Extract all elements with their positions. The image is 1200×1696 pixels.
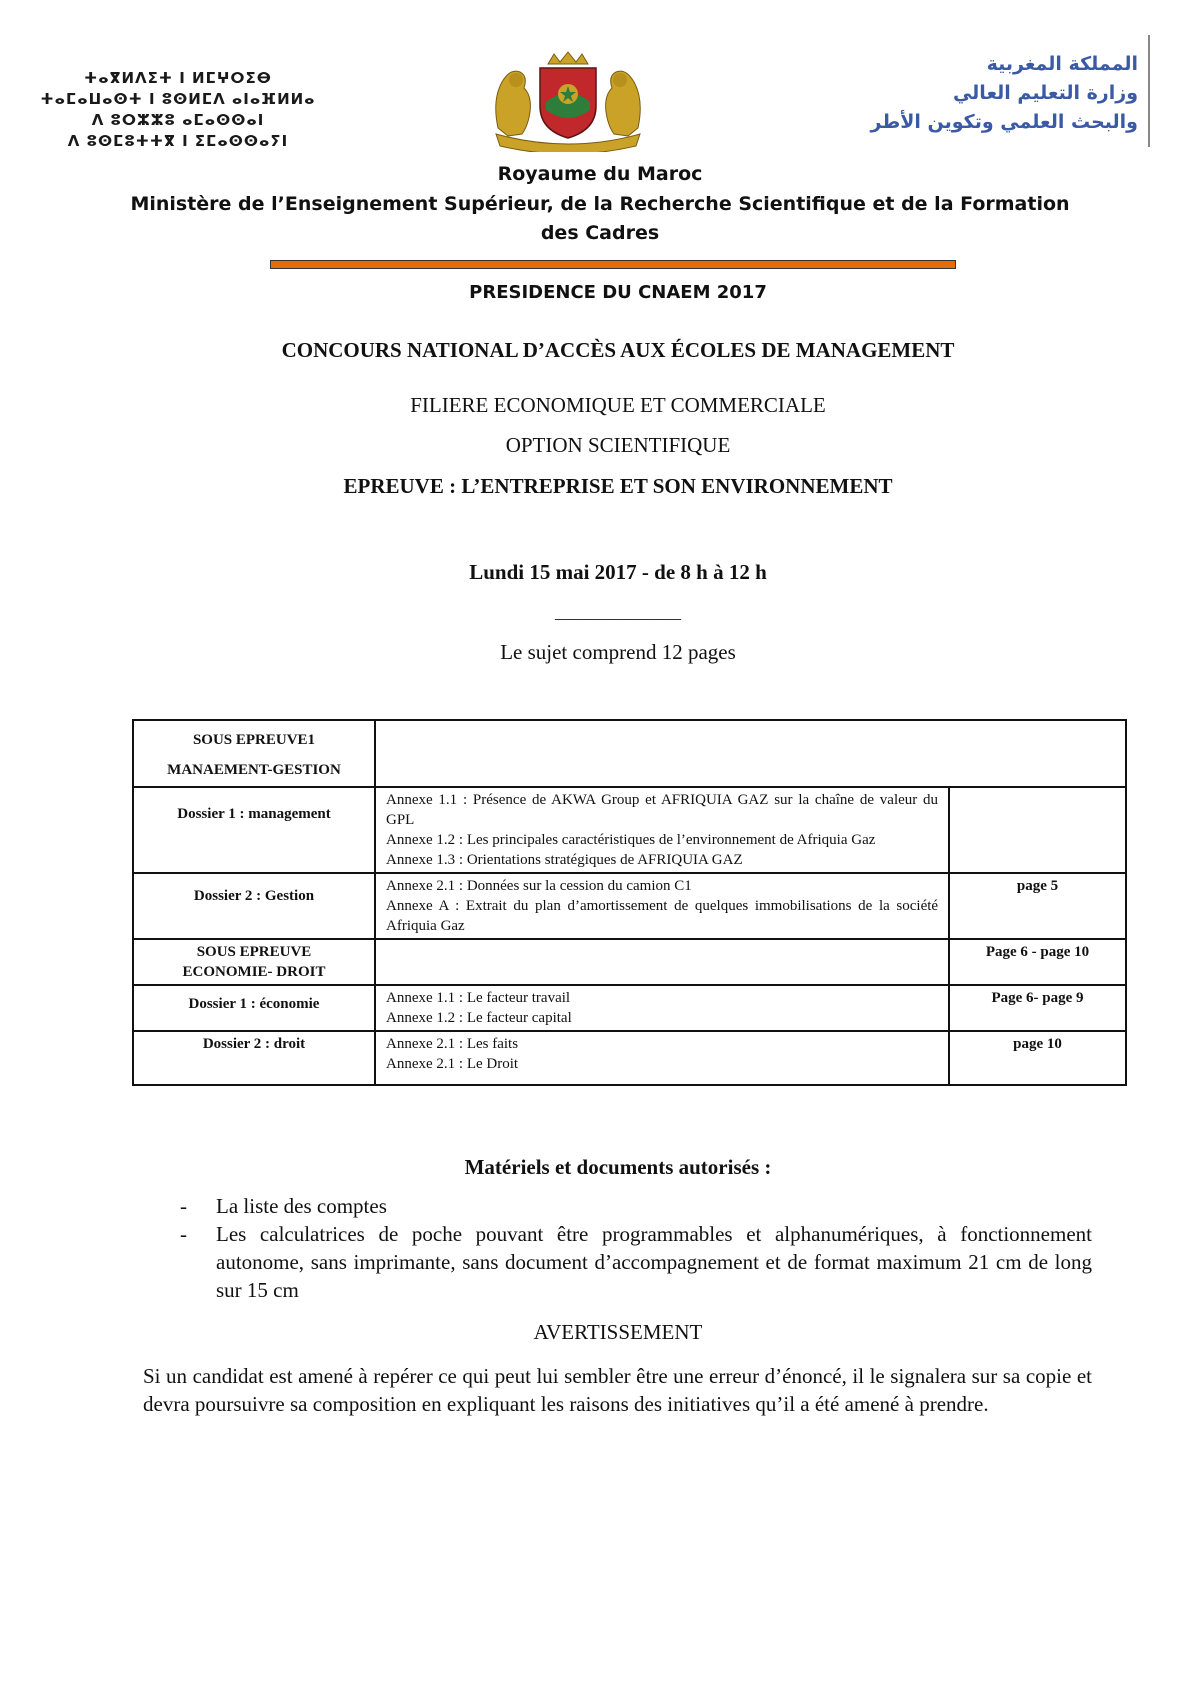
moroccan-coat-of-arms-emblem [488, 50, 648, 152]
exam-date: Lundi 15 mai 2017 - de 8 h à 12 h [469, 560, 767, 584]
dossier-cell [133, 985, 375, 1031]
orange-divider [270, 260, 956, 269]
annex-item: Annexe 1.2 : Le facteur capital [386, 1010, 572, 1026]
filiere-title: FILIERE ECONOMIQUE ET COMMERCIALE [410, 393, 826, 417]
materials-list [180, 1192, 1092, 1304]
pages-cell: Page 6 - page 10 [949, 939, 1126, 985]
annex-item: Annexe 1.2 : Les principales caractéristiques de l’environnement de Afriquia Gaz [386, 832, 876, 848]
tifinagh-line: ⴷ ⵓⵔⵣⵣⵓ ⴰⵎⴰⵙⵙⴰⵏ [91, 111, 265, 129]
arabic-line: المملكة المغربية [986, 53, 1138, 75]
exam-structure-table [132, 719, 1127, 1086]
kingdom-title: Royaume du Maroc [497, 163, 703, 185]
section-cell [133, 939, 375, 985]
ministry-title: Ministère de l’Enseignement Supérieur, de la Recherche Scientifique et de la Formation des Cadres [130, 193, 1070, 244]
dossier-label: Dossier 1 : économie [188, 996, 320, 1012]
annexes-cell [375, 1031, 949, 1085]
arabic-line: وزارة التعليم العالي [952, 82, 1138, 104]
list-item: - La liste des comptes [180, 1192, 1092, 1220]
separator-line: ——————— [555, 608, 681, 628]
annex-item: Annexe 1.1 : Présence de AKWA Group et AFRIQUIA GAZ sur la chaîne de valeur du GPL [386, 792, 939, 828]
annex-item: Annexe 2.1 : Les faits [386, 1036, 519, 1052]
page-count: Le sujet comprend 12 pages [500, 640, 736, 664]
table-row [133, 787, 1126, 873]
dossier-cell [133, 1031, 375, 1085]
annex-item: Annexe A : Extrait du plan d’amortissement de quelques immobilisations de la société Afriquia Gaz [386, 898, 939, 934]
table-row [133, 873, 1126, 939]
table-row [133, 1031, 1126, 1085]
annex-item: Annexe 2.1 : Le Droit [386, 1056, 519, 1072]
dossier-cell [133, 873, 375, 939]
section-label: MANAEMENT-GESTION [167, 762, 341, 778]
arabic-ministry-name [808, 50, 1138, 137]
annex-item: Annexe 1.1 : Le facteur travail [386, 990, 571, 1006]
warning-text: Si un candidat est amené à repérer ce qui peut lui sembler être une erreur d’énoncé, il le signalera sur sa copie et devra poursuivre sa composition en expliquant les raisons des initiatives qu’il a été amené à prendre. [143, 1364, 1092, 1416]
tifinagh-line: ⴷ ⵓⵙⵎⵓⵜⵜⴳ ⵏ ⵉⵎⴰⵙⵙⴰⵢⵏ [67, 132, 289, 150]
list-item: - Les calculatrices de poche pouvant être programmables et alphanumériques, à fonctionnement autonome, sans imprimante, sans document d’accompagnement et de format maximum 21 cm de long sur 15 cm [180, 1220, 1092, 1304]
section-cell [133, 720, 375, 787]
table-row [133, 720, 1126, 787]
pages-cell: Page 6- page 9 [949, 985, 1126, 1031]
annex-item: Annexe 2.1 : Données sur la cession du camion C1 [386, 878, 692, 894]
annexes-cell [375, 985, 949, 1031]
option-title: OPTION SCIENTIFIQUE [505, 433, 731, 457]
dossier-label: Dossier 2 : Gestion [193, 888, 315, 904]
tifinagh-line: ⵜⴰⵎⴰⵡⴰⵙⵜ ⵏ ⵓⵙⵍⵎⴷ ⴰⵏⴰⴼⵍⵍⴰ [40, 90, 316, 108]
section-label: SOUS EPREUVE [196, 944, 312, 960]
tifinagh-line: ⵜⴰⴳⵍⴷⵉⵜ ⵏ ⵍⵎⵖⵔⵉⴱ [84, 69, 272, 87]
empty-cell [375, 939, 949, 985]
table-row [133, 985, 1126, 1031]
materials-title: Matériels et documents autorisés : [464, 1155, 772, 1179]
section-label: ECONOMIE- DROIT [182, 964, 326, 980]
annexes-cell [375, 873, 949, 939]
empty-cell [375, 720, 1126, 787]
section-label: SOUS EPREUVE1 [192, 732, 316, 748]
dossier-label: Dossier 1 : management [177, 806, 331, 822]
concours-title: CONCOURS NATIONAL D’ACCÈS AUX ÉCOLES DE MANAGEMENT [281, 338, 955, 362]
presidence-title: PRESIDENCE DU CNAEM 2017 [469, 282, 767, 303]
tifinagh-ministry-name [18, 68, 338, 152]
pages-cell: page 10 [949, 1031, 1126, 1085]
annex-item: Annexe 1.3 : Orientations stratégiques de AFRIQUIA GAZ [386, 852, 743, 868]
dossier-label: Dossier 2 : droit [202, 1036, 306, 1052]
annexes-cell [375, 787, 949, 873]
warning-title: AVERTISSEMENT [533, 1320, 703, 1344]
pages-cell [949, 787, 1126, 873]
table-row [133, 939, 1126, 985]
pages-cell: page 5 [949, 873, 1126, 939]
dossier-cell [133, 787, 375, 873]
header-vertical-divider [1148, 35, 1150, 147]
epreuve-title: EPREUVE : L’ENTREPRISE ET SON ENVIRONNEMENT [343, 474, 893, 498]
arabic-line: والبحث العلمي وتكوين الأطر [870, 111, 1138, 133]
